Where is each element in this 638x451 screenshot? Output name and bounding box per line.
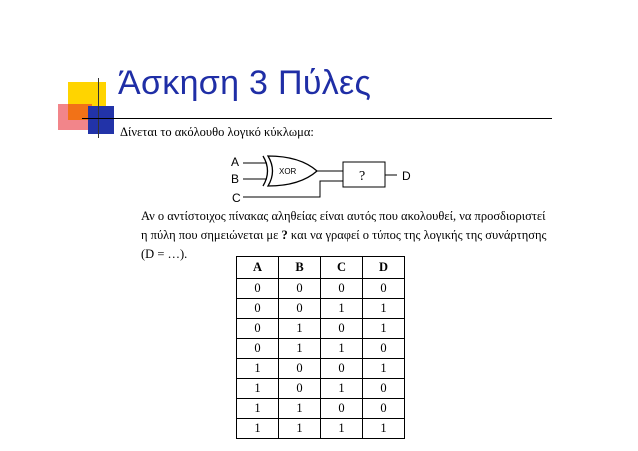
- table-row: [237, 359, 405, 379]
- truth-table-body: [237, 279, 405, 439]
- input-c-label: C: [232, 191, 241, 205]
- table-cell: 1: [321, 379, 363, 399]
- header-c: C: [321, 257, 363, 279]
- table-cell: 0: [321, 359, 363, 379]
- table-row: [237, 339, 405, 359]
- slide-title: Άσκηση 3 Πύλες: [118, 64, 372, 102]
- unknown-gate-mark: ?: [359, 169, 366, 184]
- table-cell: 0: [237, 339, 279, 359]
- table-cell: 1: [237, 419, 279, 439]
- header-b: B: [279, 257, 321, 279]
- table-cell: 1: [279, 339, 321, 359]
- deco-red-square: [58, 104, 92, 130]
- table-cell: 1: [237, 379, 279, 399]
- question-line-1: Αν ο αντίστοιχος πίνακας αληθείας είναι αυτός που ακολουθεί, να προσδιοριστεί: [141, 209, 546, 223]
- table-cell: 0: [279, 279, 321, 299]
- table-cell: 1: [363, 359, 405, 379]
- table-cell: 0: [279, 379, 321, 399]
- input-b-label: B: [231, 172, 240, 186]
- table-cell: 1: [279, 319, 321, 339]
- intro-text: Δίνεται το ακόλουθο λογικό κύκλωμα:: [120, 125, 314, 139]
- truth-table: [236, 256, 405, 439]
- table-row: [237, 299, 405, 319]
- truth-table-header-row: [237, 257, 405, 279]
- deco-vertical-line: [98, 78, 99, 138]
- table-cell: 0: [363, 379, 405, 399]
- table-cell: 1: [237, 359, 279, 379]
- table-cell: 0: [321, 279, 363, 299]
- table-cell: 0: [237, 299, 279, 319]
- table-cell: 0: [237, 279, 279, 299]
- header-d: D: [363, 257, 405, 279]
- question-line-2: η πύλη που σημειώνεται με ? και να γραφεί ο τύπος της λογικής της συνάρτησης: [141, 228, 547, 242]
- table-row: [237, 379, 405, 399]
- table-row: [237, 419, 405, 439]
- table-cell: 1: [363, 319, 405, 339]
- table-cell: 1: [321, 339, 363, 359]
- table-cell: 1: [237, 399, 279, 419]
- table-cell: 0: [363, 279, 405, 299]
- header-a: A: [237, 257, 279, 279]
- title-divider: [82, 118, 552, 119]
- table-cell: 1: [279, 419, 321, 439]
- table-cell: 1: [321, 419, 363, 439]
- table-cell: 1: [363, 419, 405, 439]
- question-line-3: (D = …).: [141, 247, 188, 261]
- table-cell: 1: [279, 399, 321, 419]
- table-cell: 1: [363, 299, 405, 319]
- table-cell: 0: [279, 359, 321, 379]
- xor-gate-label: XOR: [279, 167, 297, 176]
- deco-blue-square: [88, 106, 114, 134]
- table-row: [237, 399, 405, 419]
- table-cell: 1: [321, 299, 363, 319]
- table-cell: 0: [237, 319, 279, 339]
- table-cell: 0: [321, 319, 363, 339]
- output-d-label: D: [402, 169, 411, 183]
- table-cell: 0: [363, 399, 405, 419]
- table-cell: 0: [279, 299, 321, 319]
- table-row: [237, 319, 405, 339]
- table-cell: 0: [363, 339, 405, 359]
- input-a-label: A: [231, 155, 240, 169]
- table-cell: 0: [321, 399, 363, 419]
- table-row: [237, 279, 405, 299]
- logic-circuit-diagram: [225, 150, 425, 208]
